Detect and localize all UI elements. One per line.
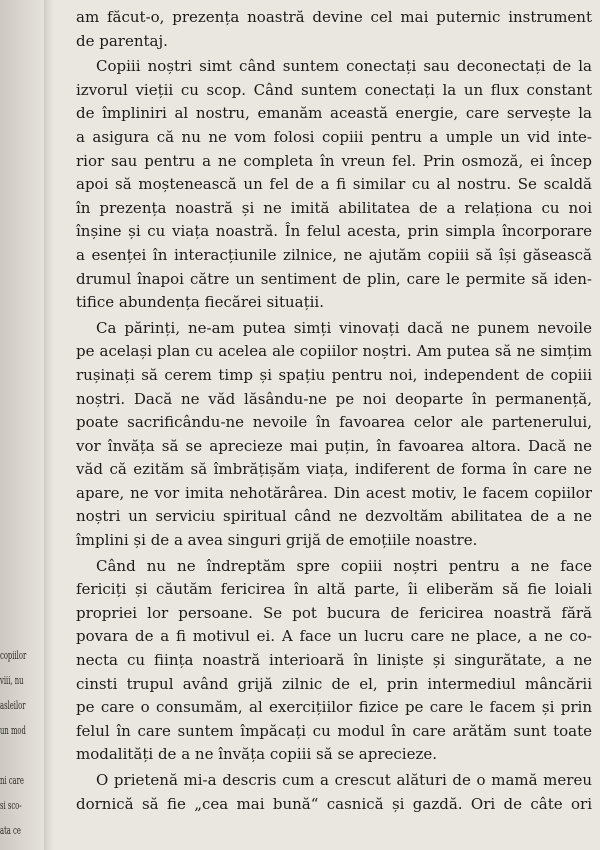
text-line-content: O prietenă mi-a descris cum a crescut alături de o mamă mereu [96,771,592,789]
text-line-content: a asigura că nu ne vom folosi copiii pentru a umple un vid inte- [76,127,592,146]
text-line-content: Copiii noștri simt când suntem conectați sau deconectați de la [96,57,592,76]
text-line [76,244,592,268]
left-page-fragment: ni care [0,774,24,787]
text-line [76,291,592,315]
text-line-content: Ca părinți, ne-am putea simți vinovați dacă ne punem nevoile [96,318,592,337]
text-line [76,625,592,649]
text-line-content: rușinați să cerem timp și spațiu pentru noi, independent de copiii [76,365,592,384]
text-line-content: de împliniri al nostru, emanăm această energie, care servește la [76,104,592,123]
text-line-content: apoi să moștenească un fel de a fi similar cu al nostru. Se scaldă [76,175,592,194]
text-line [76,458,592,482]
text-line [76,482,592,506]
text-line-content: noștri. Dacă ne văd lăsându-ne pe noi deoparte în permanență, [76,389,592,408]
text-line [76,769,592,793]
text-line [76,317,592,341]
text-line-content: drumul înapoi către un sentiment de plin, care le permite să iden- [76,269,592,288]
text-line [76,55,592,79]
text-line-content: pe același plan cu acelea ale copiilor noștri. Am putea să ne simțim [76,342,592,361]
book-page-text [76,6,592,816]
text-line [76,649,592,673]
text-line-content: izvorul vieții cu scop. Când suntem conectați la un flux constant [76,80,592,99]
text-line [76,197,592,221]
text-line-content: povara de a fi motivul ei. A face un lucru care ne place, a ne co- [76,627,592,646]
text-line-content: rior sau pentru a ne completa în vreun fel. Prin osmoză, ei încep [76,151,592,170]
text-line [76,126,592,150]
text-line [76,411,592,435]
text-line [76,173,592,197]
text-line-content: felul în care suntem împăcați cu modul în care arătăm sunt toate [76,721,592,740]
text-line-content: înșine și cu viața noastră. În felul acesta, prin simpla încorporare [76,222,592,241]
text-line-content: în prezența noastră și ne imită abilitatea de a relaționa cu noi [76,198,592,217]
text-line [76,102,592,126]
text-line [76,220,592,244]
text-line [76,6,592,30]
left-page-fragment: un mod [0,724,26,737]
text-line [76,673,592,697]
text-line-content: tifice abundența fiecărei situații. [76,293,324,312]
text-line [76,435,592,459]
text-line-content: a esenței în interacțiunile zilnice, ne ajutăm copiii să își găsească [76,245,592,264]
left-page-fragment: si sco- [0,799,22,812]
left-page-fragment: asleilor [0,699,26,712]
text-line-content: cinsti trupul având grijă zilnic de el, prin intermediul mâncării [76,674,592,693]
text-line [76,79,592,103]
text-line [76,720,592,744]
text-line [76,364,592,388]
text-line-content: dornică să fie „cea mai bună“ casnică și gazdă. Ori de câte ori [76,794,592,813]
text-line-content: împlini și de a avea singuri grijă de emoțiile noastre. [76,531,478,550]
text-line [76,30,592,54]
text-line-content: văd că ezităm să îmbrățișăm viața, indiferent de forma în care ne [76,460,592,479]
text-line [76,268,592,292]
text-line [76,793,592,817]
text-line-content: Când nu ne îndreptăm spre copiii noștri pentru a ne face [96,556,592,575]
text-line-content: pe care o consumăm, al exercițiilor fizice pe care le facem și prin [76,698,592,717]
text-line-content: noștri un serviciu spiritual când ne dezvoltăm abilitatea de a ne [76,507,592,526]
left-page-fragment: viii, nu [0,674,24,687]
text-line-content: de parentaj. [76,31,168,50]
text-line-content: apare, ne vor imita nehotărârea. Din acest motiv, le facem copiilor [76,483,592,502]
text-line [76,555,592,579]
text-line [76,578,592,602]
text-line-content: vor învăța să se aprecieze mai puțin, în favoarea altora. Dacă ne [76,436,592,455]
text-line [76,743,592,767]
text-line [76,602,592,626]
left-page-fragment: ata ce [0,824,21,837]
text-line [76,696,592,720]
text-line-content: modalități de a ne învăța copiii să se aprecieze. [76,745,437,764]
book-spine-shadow [44,0,54,850]
text-line-content: necta cu ființa noastră interioară în liniște și singurătate, a ne [76,651,592,670]
text-line [76,340,592,364]
text-line [76,150,592,174]
text-line-content: propriei lor persoane. Se pot bucura de fericirea noastră fără [76,603,592,622]
text-line [76,388,592,412]
text-line-content: am făcut-o, prezența noastră devine cel mai puternic instrument [76,8,592,26]
left-page-fragment: copiilor [0,649,27,662]
text-line [76,529,592,553]
text-line-content: poate sacrificându-ne nevoile în favoarea celor ale partenerului, [76,413,592,432]
text-line [76,505,592,529]
text-line-content: fericiți și căutăm fericirea în altă parte, îi eliberăm să fie loiali [76,580,592,599]
